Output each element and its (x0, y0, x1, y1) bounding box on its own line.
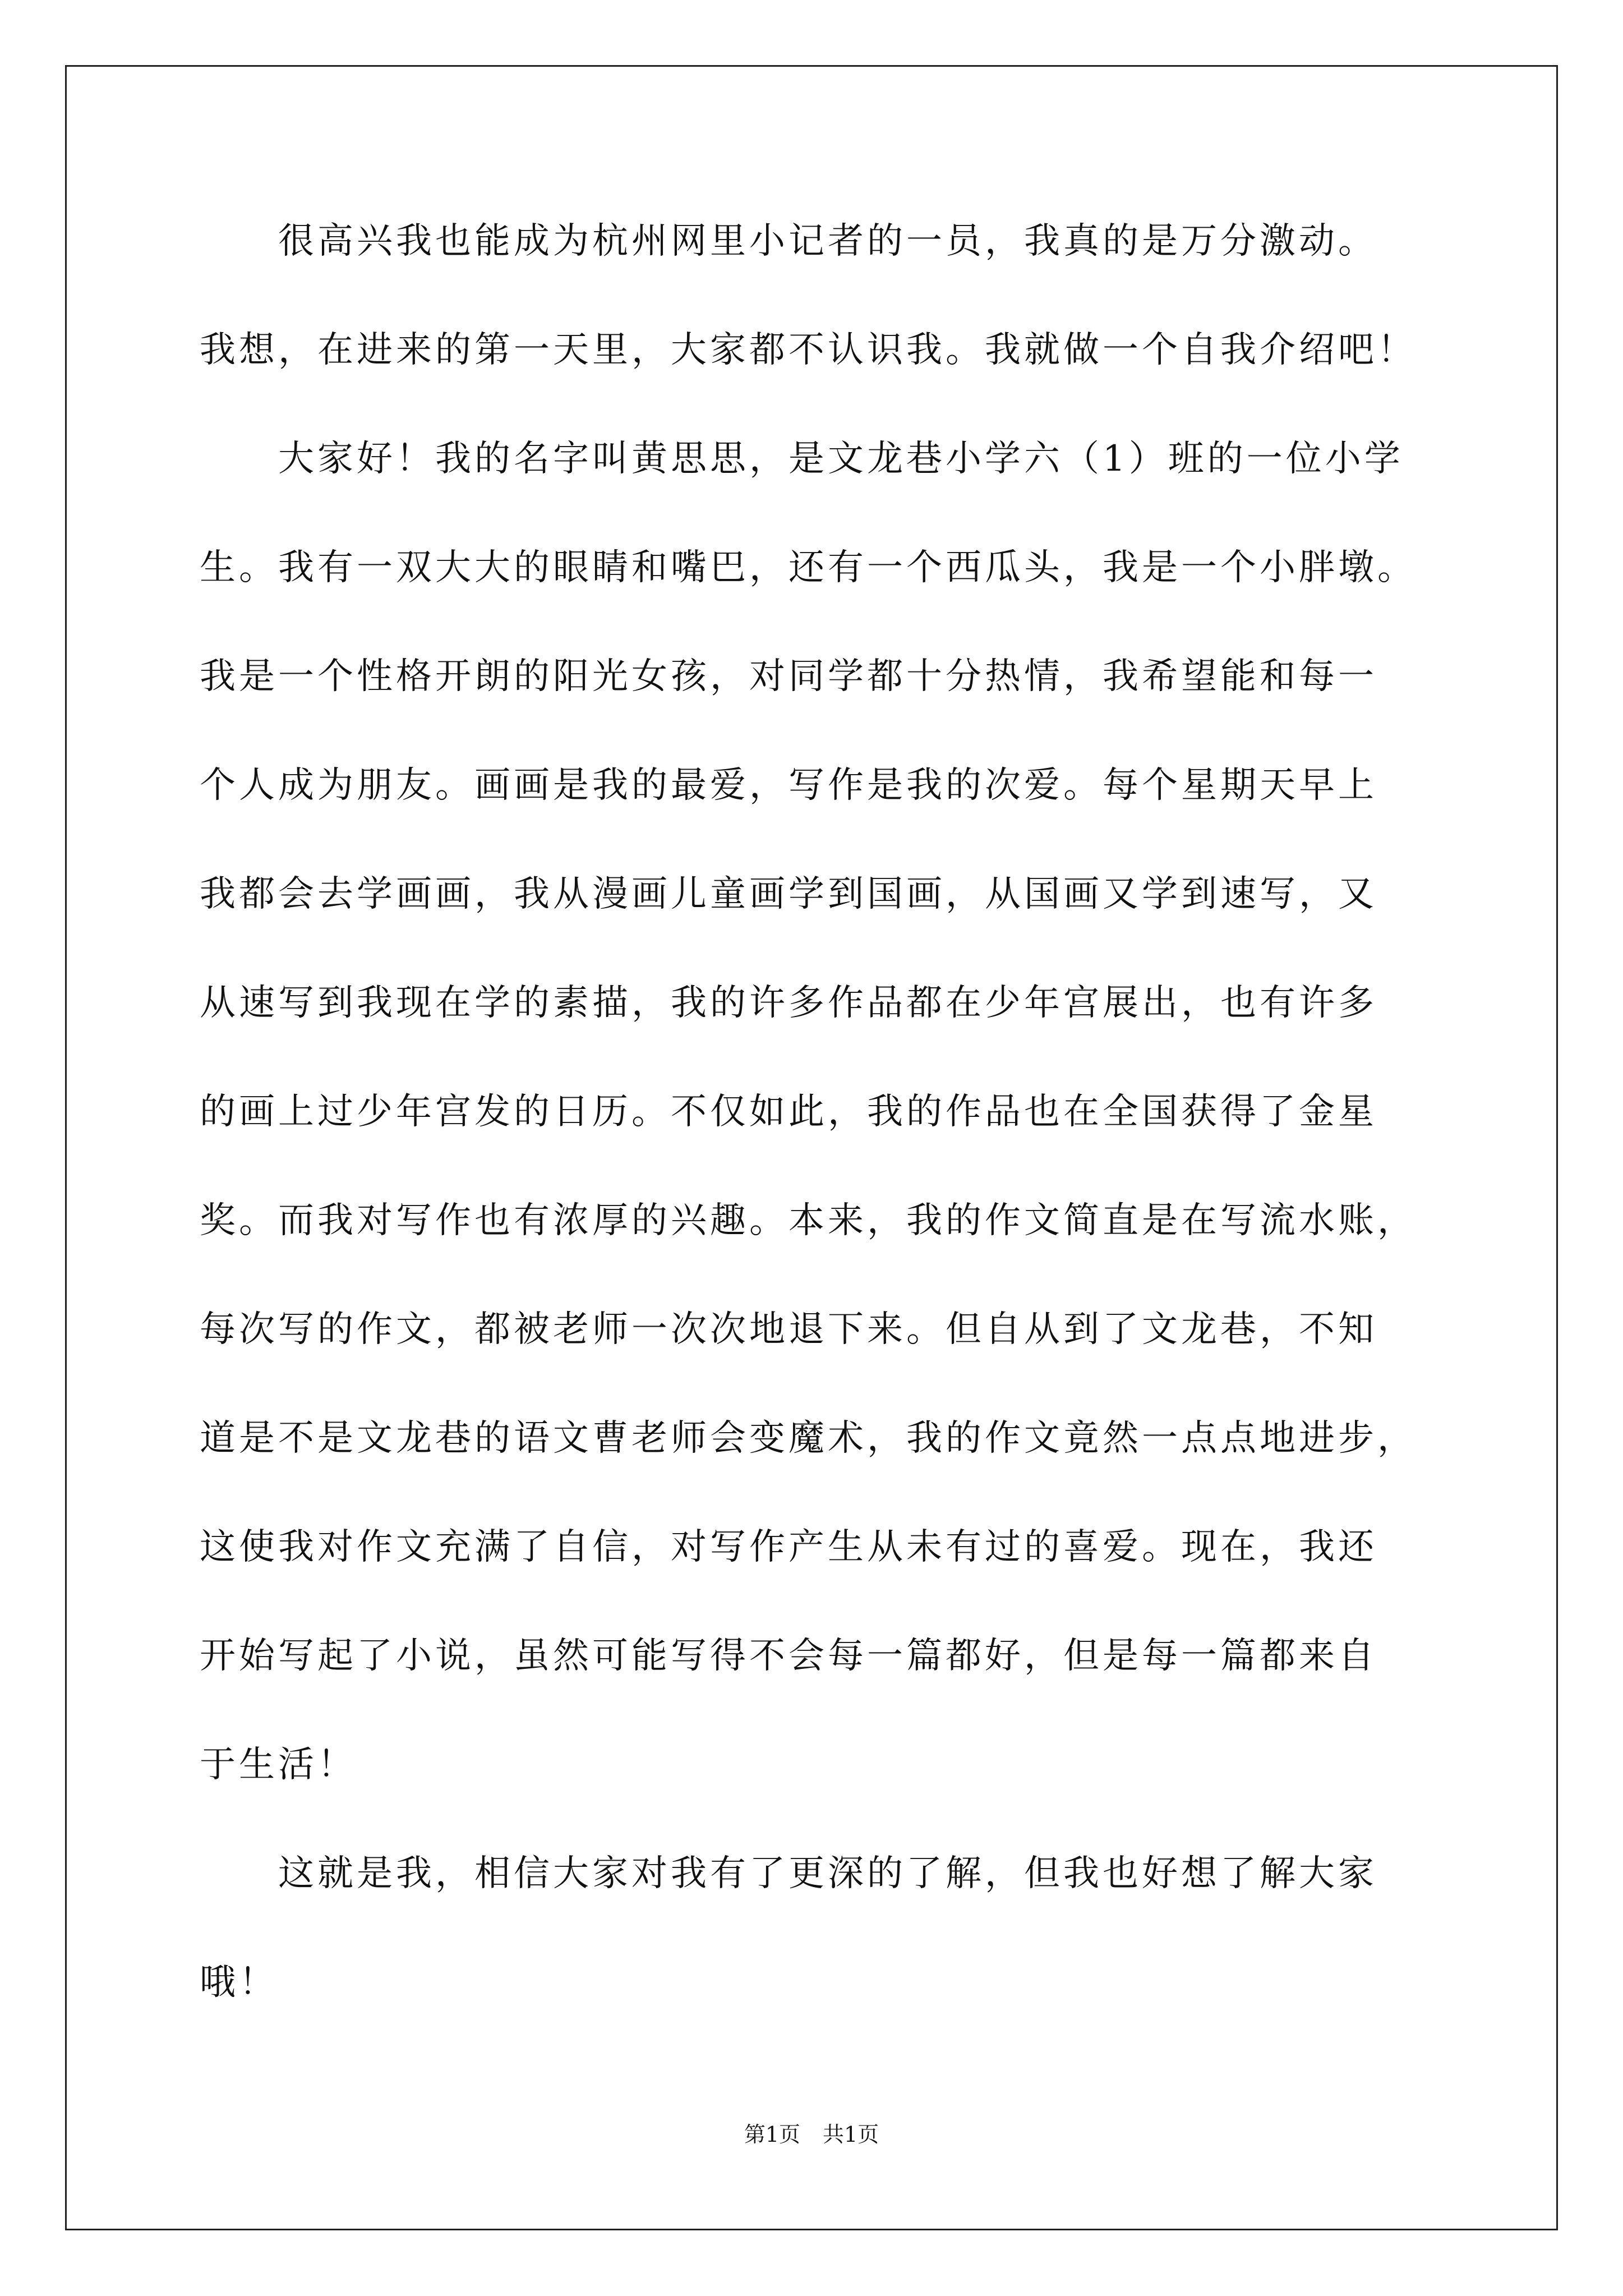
document-body (200, 219, 1433, 2069)
text-line: 很高兴我也能成为杭州网里小记者的一员，我真的是万分激动。 (278, 220, 1377, 262)
text-line: 开始写起了小说，虽然可能写得不会每一篇都好，但是每一篇都来自 (200, 1635, 1377, 1677)
text-line: 我想，在进来的第一天里，大家都不认识我。我就做一个自我介绍吧！ (200, 329, 1417, 371)
text-line: 从速写到我现在学的素描，我的许多作品都在少年宫展出，也有许多 (200, 982, 1377, 1024)
text-line: 个人成为朋友。画画是我的最爱，写作是我的次爱。每个星期天早上 (200, 765, 1377, 806)
text-line: 奖。而我对写作也有浓厚的兴趣。本来，我的作文简直是在写流水账， (200, 1200, 1417, 1241)
page-number: 第1页 (744, 2122, 800, 2147)
text-line: 每次写的作文，都被老师一次次地退下来。但自从到了文龙巷，不知 (200, 1309, 1377, 1350)
text-line: 我是一个性格开朗的阳光女孩，对同学都十分热情，我希望能和每一 (200, 656, 1377, 697)
text-line: 道是不是文龙巷的语文曹老师会变魔术，我的作文竟然一点点地进步， (200, 1418, 1417, 1459)
text-line: 的画上过少年宫发的日历。不仅如此，我的作品也在全国获得了金星 (200, 1091, 1377, 1133)
text-line: 我都会去学画画，我从漫画儿童画学到国画，从国画又学到速写，又 (200, 873, 1377, 915)
text-line: 生。我有一双大大的眼睛和嘴巴，还有一个西瓜头，我是一个小胖墩。 (200, 547, 1417, 588)
text-line: 这使我对作文充满了自信，对写作产生从未有过的喜爱。现在，我还 (200, 1526, 1377, 1568)
page-footer (0, 2120, 1623, 2148)
text-line: 大家好！我的名字叫黄思思，是文龙巷小学六（1）班的一位小学 (278, 438, 1404, 480)
text-line: 于生活！ (200, 1744, 357, 1786)
text-line: 这就是我，相信大家对我有了更深的了解，但我也好想了解大家 (278, 1853, 1377, 1894)
page-total: 共1页 (823, 2122, 879, 2147)
text-line: 哦！ (200, 1962, 278, 2003)
